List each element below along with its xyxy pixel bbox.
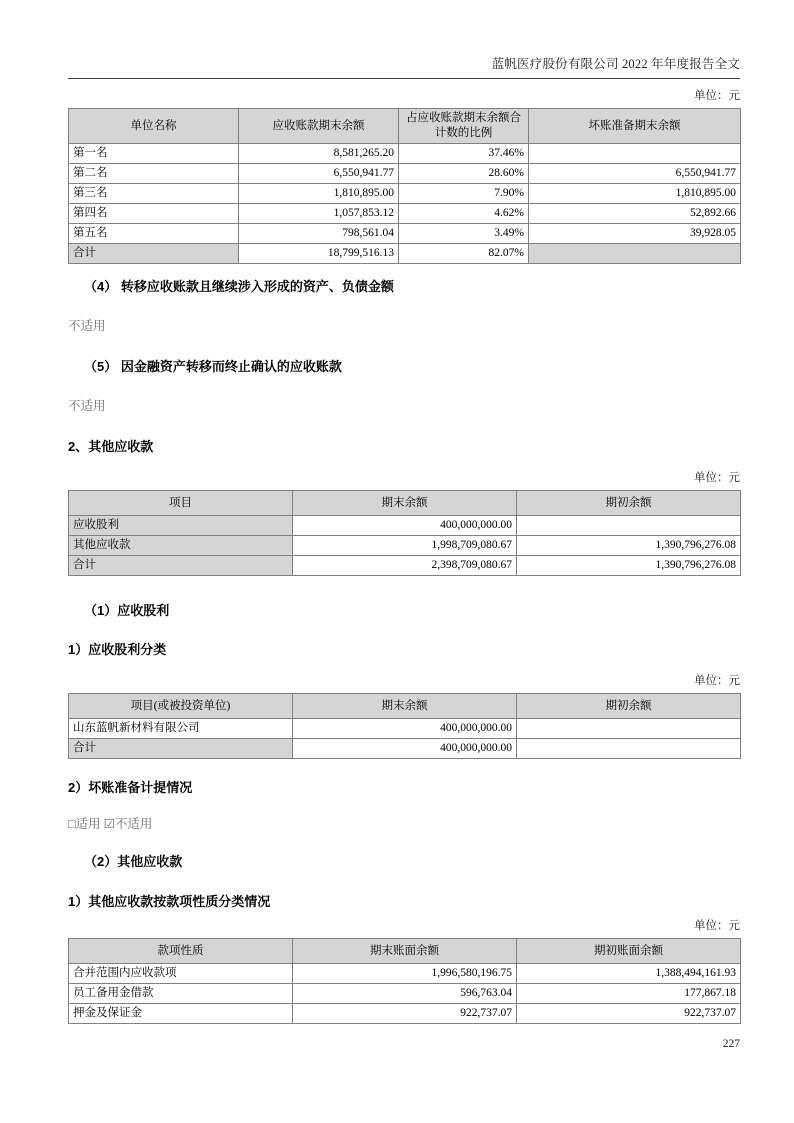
cell-ratio: 3.49% xyxy=(399,224,529,244)
heading-other-receivables: 2、其他应收款 xyxy=(68,439,154,454)
column-header-ending: 期末余额 xyxy=(293,694,517,719)
cell-ending-balance: 8,581,265.20 xyxy=(239,144,399,164)
cell-total-bad-debt xyxy=(529,244,741,264)
cell-ending-balance: 1,810,895.00 xyxy=(239,184,399,204)
heading-derecognized-receivables: （5） 因金融资产转移而终止确认的应收账款 xyxy=(84,359,342,374)
unit-label-table1: 单位：元 xyxy=(694,90,740,102)
cell-unit-name: 第五名 xyxy=(69,224,239,244)
column-header-beginning: 期初余额 xyxy=(517,491,741,516)
cell-item: 其他应收款 xyxy=(69,536,293,556)
cell-total-ending: 400,000,000.00 xyxy=(293,739,517,759)
cell-ending: 400,000,000.00 xyxy=(293,516,517,536)
other-receivables-by-nature-table xyxy=(68,938,741,1024)
cell-unit-name: 第一名 xyxy=(69,144,239,164)
table-row xyxy=(69,536,741,556)
na-text-transfer: 不适用 xyxy=(68,319,106,333)
cell-bad-debt: 1,810,895.00 xyxy=(529,184,741,204)
column-header-ratio: 占应收账款期末余额合计数的比例 xyxy=(399,109,529,144)
header-divider xyxy=(68,78,740,79)
table-row xyxy=(69,204,741,224)
table-row xyxy=(69,516,741,536)
unit-label-table2: 单位：元 xyxy=(694,472,740,484)
cell-total-ratio: 82.07% xyxy=(399,244,529,264)
heading-other-receivables-by-nature: 1）其他应收款按款项性质分类情况 xyxy=(68,894,271,909)
heading-dividends-receivable: （1）应收股利 xyxy=(84,603,170,618)
table-row xyxy=(69,224,741,244)
heading-other-receivables-sub: （2）其他应收款 xyxy=(84,854,183,869)
heading-transfer-receivables: （4） 转移应收账款且继续涉入形成的资产、负债金额 xyxy=(84,279,394,294)
table-total-row xyxy=(69,556,741,576)
top-five-receivables-table xyxy=(68,108,741,264)
column-header-nature: 款项性质 xyxy=(69,939,293,964)
cell-bad-debt: 39,928.05 xyxy=(529,224,741,244)
other-receivables-summary-block xyxy=(68,470,740,576)
cell-ending-book: 1,996,580,196.75 xyxy=(293,964,517,984)
table-header-row xyxy=(69,939,741,964)
other-receivables-by-nature-block xyxy=(68,918,740,1024)
cell-ratio: 7.90% xyxy=(399,184,529,204)
table-row xyxy=(69,964,741,984)
dividends-receivable-table xyxy=(68,693,741,759)
cell-total-label: 合计 xyxy=(69,739,293,759)
cell-total-beginning: 1,390,796,276.08 xyxy=(517,556,741,576)
cell-beginning xyxy=(517,516,741,536)
cell-beginning xyxy=(517,719,741,739)
cell-total-label: 合计 xyxy=(69,244,239,264)
dividends-receivable-block xyxy=(68,673,740,759)
table-total-row xyxy=(69,739,741,759)
cell-ratio: 37.46% xyxy=(399,144,529,164)
cell-total-ending-balance: 18,799,516.13 xyxy=(239,244,399,264)
table-total-row xyxy=(69,244,741,264)
table-row xyxy=(69,984,741,1004)
cell-bad-debt xyxy=(529,144,741,164)
cell-ending-balance: 6,550,941.77 xyxy=(239,164,399,184)
cell-ending-book: 922,737.07 xyxy=(293,1004,517,1024)
unit-label-table3: 单位：元 xyxy=(694,675,740,687)
unit-label-table4: 单位：元 xyxy=(694,920,740,932)
top-five-receivables-block xyxy=(68,88,740,264)
applicable-checkbox-line[interactable]: □适用 ☑不适用 xyxy=(68,817,153,831)
page-number: 227 xyxy=(722,1038,740,1050)
table-header-row xyxy=(69,694,741,719)
heading-bad-debt-provision: 2）坏账准备计提情况 xyxy=(68,780,193,795)
cell-unit-name: 第二名 xyxy=(69,164,239,184)
column-header-item-investee: 项目(或被投资单位) xyxy=(69,694,293,719)
cell-nature: 押金及保证金 xyxy=(69,1004,293,1024)
table-row xyxy=(69,184,741,204)
na-text-derecognized: 不适用 xyxy=(68,399,106,413)
column-header-bad-debt: 坏账准备期末余额 xyxy=(529,109,741,144)
table-header-row xyxy=(69,109,741,144)
cell-bad-debt: 52,892.66 xyxy=(529,204,741,224)
cell-beginning: 1,390,796,276.08 xyxy=(517,536,741,556)
column-header-unit-name: 单位名称 xyxy=(69,109,239,144)
cell-ratio: 28.60% xyxy=(399,164,529,184)
cell-unit-name: 第三名 xyxy=(69,184,239,204)
table-header-row xyxy=(69,491,741,516)
heading-dividend-classification: 1）应收股利分类 xyxy=(68,642,167,657)
cell-nature: 合并范围内应收款项 xyxy=(69,964,293,984)
cell-unit-name: 第四名 xyxy=(69,204,239,224)
column-header-item: 项目 xyxy=(69,491,293,516)
cell-beginning-book: 1,388,494,161.93 xyxy=(517,964,741,984)
other-receivables-summary-table xyxy=(68,490,741,576)
column-header-ending: 期末余额 xyxy=(293,491,517,516)
cell-ratio: 4.62% xyxy=(399,204,529,224)
cell-ending-balance: 1,057,853.12 xyxy=(239,204,399,224)
cell-beginning-book: 922,737.07 xyxy=(517,1004,741,1024)
running-header: 蓝帆医疗股份有限公司 2022 年年度报告全文 xyxy=(491,57,740,71)
column-header-beginning-book: 期初账面余额 xyxy=(517,939,741,964)
cell-total-ending: 2,398,709,080.67 xyxy=(293,556,517,576)
table-row xyxy=(69,719,741,739)
cell-total-label: 合计 xyxy=(69,556,293,576)
column-header-beginning: 期初余额 xyxy=(517,694,741,719)
cell-item: 应收股利 xyxy=(69,516,293,536)
cell-ending: 1,998,709,080.67 xyxy=(293,536,517,556)
cell-item-investee: 山东蓝帆新材料有限公司 xyxy=(69,719,293,739)
cell-nature: 员工备用金借款 xyxy=(69,984,293,1004)
cell-total-beginning xyxy=(517,739,741,759)
cell-ending: 400,000,000.00 xyxy=(293,719,517,739)
cell-ending-book: 596,763.04 xyxy=(293,984,517,1004)
cell-ending-balance: 798,561.04 xyxy=(239,224,399,244)
table-row xyxy=(69,164,741,184)
column-header-ending-book: 期末账面余额 xyxy=(293,939,517,964)
table-row xyxy=(69,1004,741,1024)
table-row xyxy=(69,144,741,164)
cell-bad-debt: 6,550,941.77 xyxy=(529,164,741,184)
cell-beginning-book: 177,867.18 xyxy=(517,984,741,1004)
column-header-ending-balance: 应收账款期末余额 xyxy=(239,109,399,144)
